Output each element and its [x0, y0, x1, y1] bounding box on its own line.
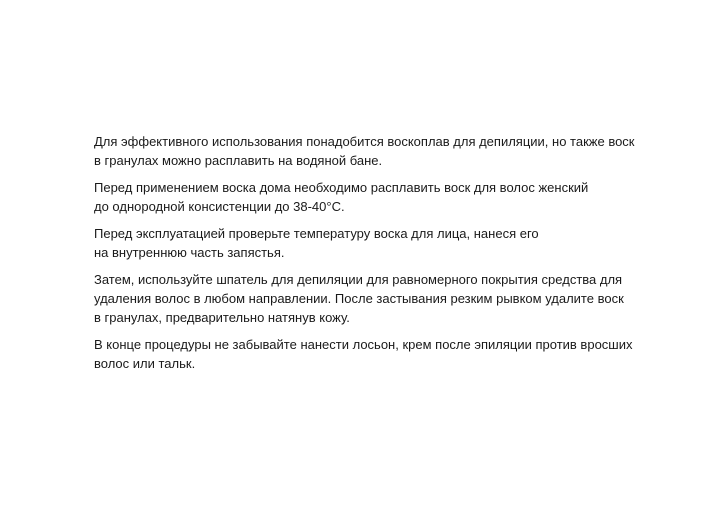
article-body: [94, 132, 694, 381]
paragraph-temperature-check: [94, 224, 694, 262]
paragraph-spatula-application: [94, 270, 694, 327]
paragraph-line: В конце процедуры не забывайте нанести лосьон, крем после эпиляции против вросших: [94, 337, 633, 352]
paragraph-line: волос или тальк.: [94, 356, 196, 371]
paragraph-line: Перед применением воска дома необходимо расплавить воск для волос женский: [94, 180, 589, 195]
paragraph-line: в гранулах можно расплавить на водяной бане.: [94, 153, 383, 168]
paragraph-aftercare: [94, 335, 694, 373]
paragraph-melting-temperature: [94, 178, 694, 216]
paragraph-line: до однородной консистенции до 38-40°С.: [94, 199, 345, 214]
paragraph-line: удаления волос в любом направлении. После застывания резким рывком удалите воск: [94, 291, 624, 306]
paragraph-line: в гранулах, предварительно натянув кожу.: [94, 310, 350, 325]
paragraph-line: на внутреннюю часть запястья.: [94, 245, 285, 260]
paragraph-line: Перед эксплуатацией проверьте температуру воска для лица, нанеся его: [94, 226, 539, 241]
paragraph-wax-melter: [94, 132, 694, 170]
paragraph-line: Затем, используйте шпатель для депиляции для равномерного покрытия средства для: [94, 272, 623, 287]
paragraph-line: Для эффективного использования понадобится воскоплав для депиляции, но также воск: [94, 134, 635, 149]
